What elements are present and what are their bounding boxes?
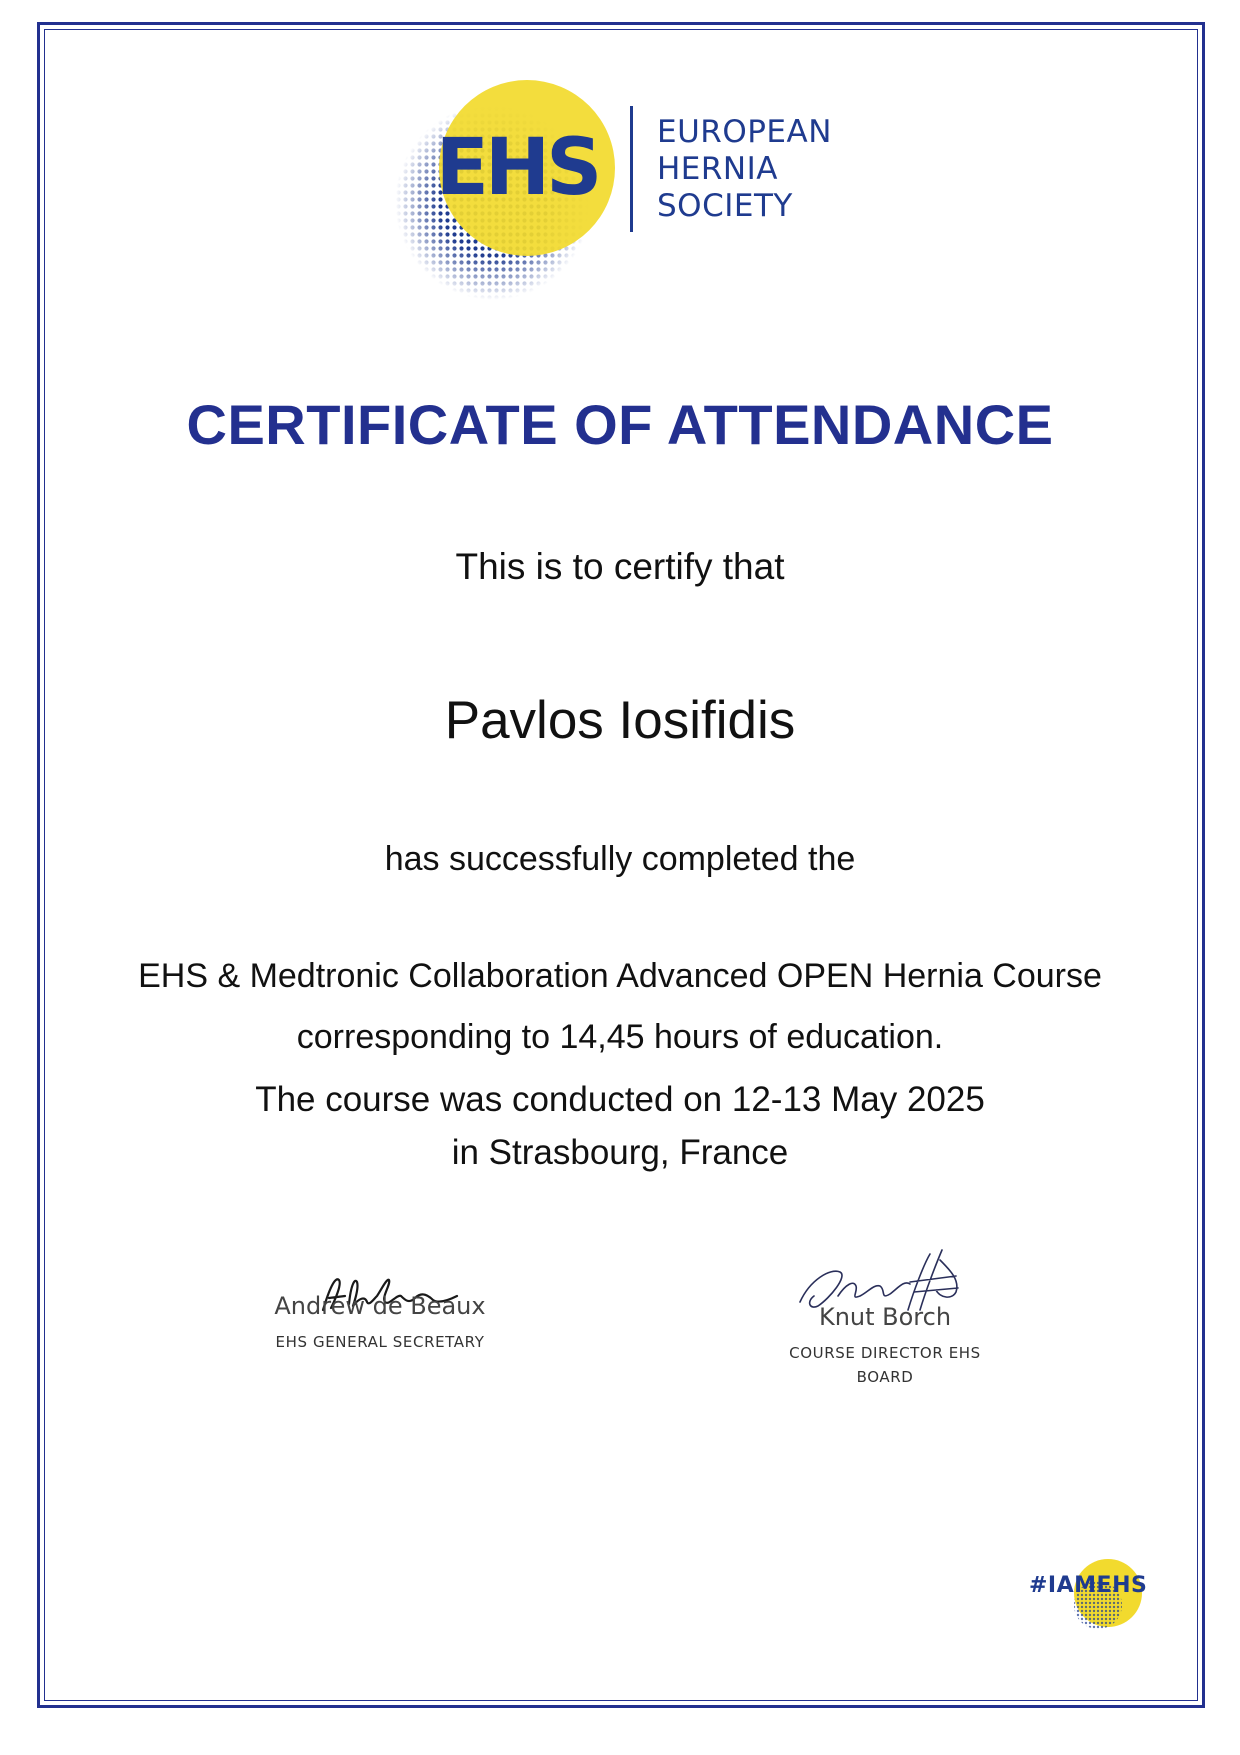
ehs-logo-emblem (395, 70, 635, 300)
signatory-name-director: Knut Borch (818, 1303, 952, 1331)
signatory-role-director-line1: COURSE DIRECTOR EHS (789, 1344, 981, 1362)
certify-line: This is to certify that (455, 546, 785, 587)
logo-divider (630, 106, 633, 232)
logo-monogram: EHS (435, 123, 599, 213)
certificate-title: CERTIFICATE OF ATTENDANCE (186, 393, 1054, 456)
signatory-role-secretary: EHS GENERAL SECRETARY (275, 1333, 485, 1351)
hashtag-badge (1020, 1545, 1150, 1635)
signature-block-director (770, 1245, 1000, 1389)
signatory-name-secretary: Andrew de Beaux (274, 1292, 486, 1320)
course-name: EHS & Medtronic Collaboration Advanced OPEN Hernia Course (138, 957, 1102, 995)
signature-block-secretary (250, 1292, 510, 1354)
course-date: The course was conducted on 12-13 May 2025 (255, 1080, 985, 1119)
logo-word-society: SOCIETY (657, 188, 793, 224)
signatory-role-director-line2: BOARD (856, 1368, 914, 1386)
recipient-name: Pavlos Iosifidis (444, 691, 796, 750)
logo-word-european: EUROPEAN (657, 114, 832, 150)
logo-word-hernia: HERNIA (657, 151, 778, 187)
completed-line: has successfully completed the (384, 840, 856, 878)
hashtag-text: #IAMEHS (1029, 1573, 1148, 1598)
ehs-logo (395, 70, 845, 300)
education-hours: corresponding to 14,45 hours of education. (296, 1018, 944, 1056)
signatory-role-director (770, 1341, 1000, 1389)
logo-wordmark (657, 114, 832, 225)
course-location: in Strasbourg, France (451, 1133, 789, 1172)
